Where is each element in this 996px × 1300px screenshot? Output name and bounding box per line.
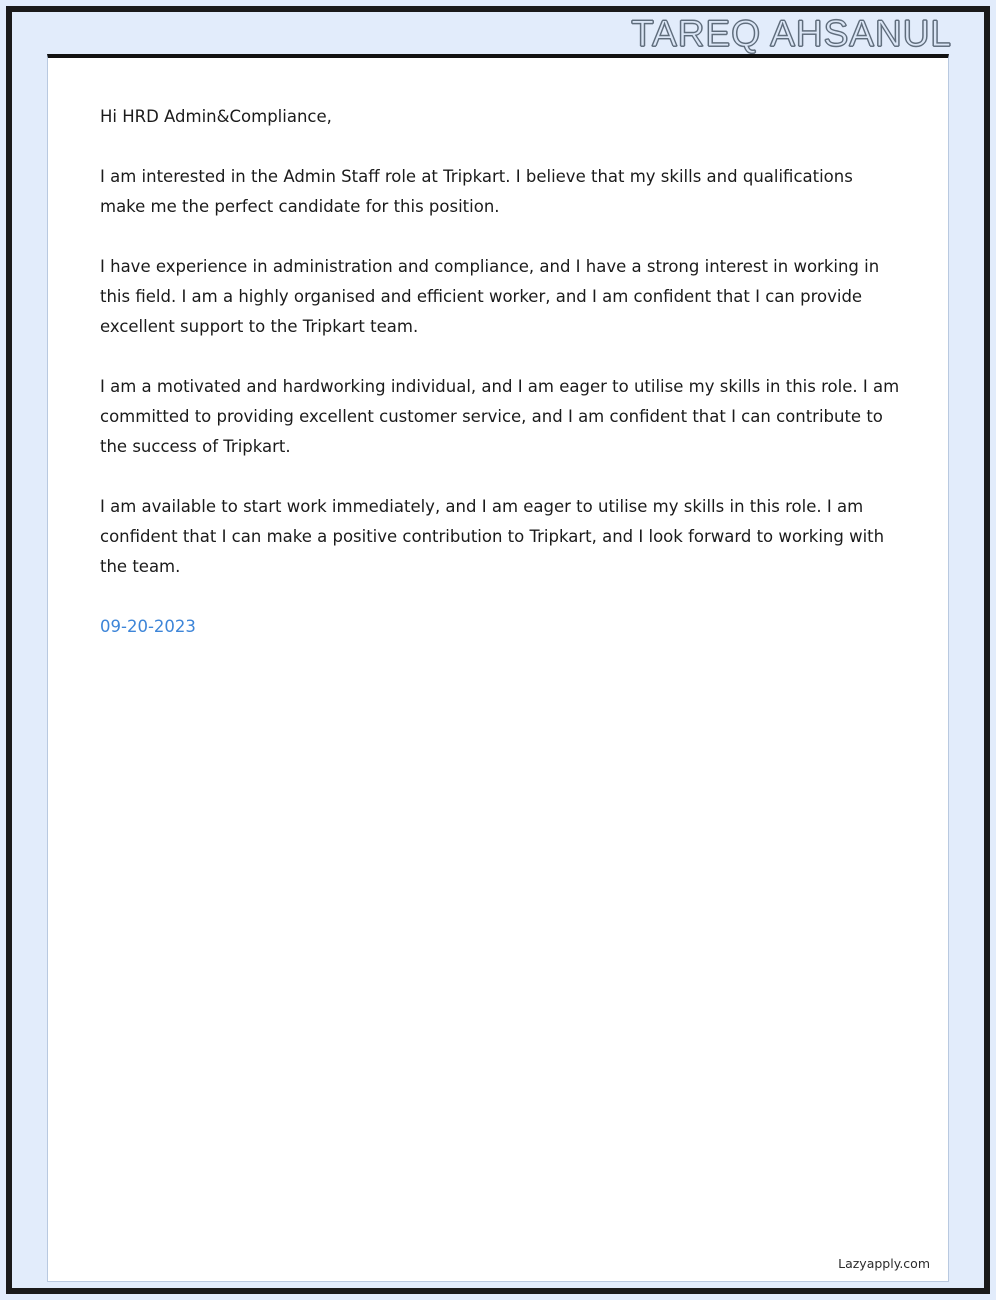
paragraph-3: I am a motivated and hardworking individual, and I am eager to utilise my skills in this role. I am committed to providing excellent customer service, and I am confident that I can contribute to the success of Tripkart. <box>100 377 900 456</box>
applicant-name-title: TAREQ AHSANUL <box>631 13 952 54</box>
paragraph-2: I have experience in administration and compliance, and I have a strong interest in working in this field. I am a highly organised and efficient worker, and I am confident that I can provide excellent support to the Tripkart team. <box>100 257 880 336</box>
letter-sheet <box>47 54 949 1282</box>
footer-credit: Lazyapply.com <box>838 1256 930 1271</box>
letter-body <box>100 102 900 642</box>
letterhead <box>44 12 952 54</box>
letter-date: 09-20-2023 <box>100 617 196 636</box>
salutation: Hi HRD Admin&Compliance, <box>100 107 332 126</box>
paragraph-1: I am interested in the Admin Staff role at Tripkart. I believe that my skills and qualifications make me the perfect candidate for this position. <box>100 167 853 216</box>
paragraph-4: I am available to start work immediately, and I am eager to utilise my skills in this role. I am confident that I can make a positive contribution to Tripkart, and I look forward to working with the team. <box>100 497 885 576</box>
